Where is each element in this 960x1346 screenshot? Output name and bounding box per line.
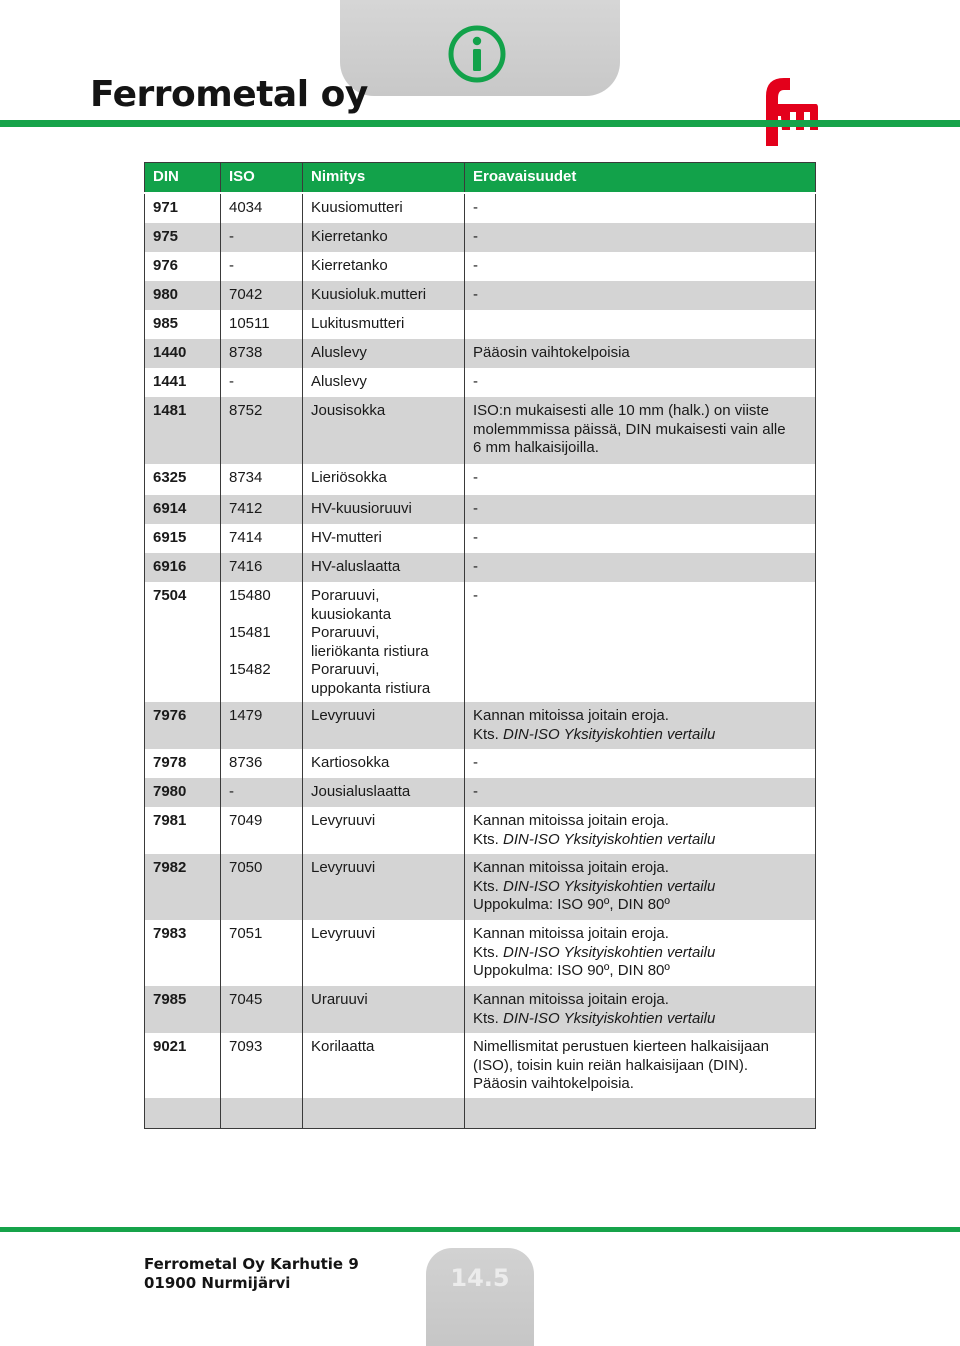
cell-din bbox=[145, 1098, 221, 1129]
cell-iso bbox=[221, 495, 303, 524]
cell-name bbox=[303, 397, 465, 464]
cell-iso-line: 7049 bbox=[229, 812, 263, 829]
cell-differences-line: Kannan mitoissa joitain eroja. bbox=[473, 707, 669, 724]
cell-din: 6914 bbox=[145, 495, 221, 524]
cell-name-line: Levyruuvi bbox=[311, 812, 376, 829]
cell-differences bbox=[465, 553, 816, 582]
reference-link[interactable]: DIN-ISO Yksityiskohtien vertailu bbox=[503, 725, 716, 743]
cell-iso bbox=[221, 702, 303, 749]
cell-name-line: uppokanta ristiura bbox=[311, 679, 431, 697]
cell-differences-line: - bbox=[473, 558, 478, 575]
cell-name-line: Levyruuvi bbox=[311, 925, 376, 942]
table-row bbox=[145, 368, 816, 397]
page-tab bbox=[426, 1248, 534, 1346]
cell-name-line: kuusiokanta bbox=[311, 605, 392, 623]
cell-name-line: Lukitusmutteri bbox=[311, 315, 405, 332]
cell-name-line: Jousisokka bbox=[311, 402, 386, 419]
cell-differences-line: - bbox=[473, 257, 478, 274]
table-row bbox=[145, 749, 816, 778]
cell-name-line: Kierretanko bbox=[311, 257, 388, 274]
cell-din: 971 bbox=[145, 193, 221, 223]
cell-name bbox=[303, 223, 465, 252]
cell-name-line: Aluslevy bbox=[311, 373, 367, 390]
cell-iso-line: 8738 bbox=[229, 344, 263, 361]
cell-differences bbox=[465, 920, 816, 986]
cell-differences-line: Kannan mitoissa joitain eroja. bbox=[473, 925, 669, 942]
reference-prefix: Kts. bbox=[473, 725, 499, 743]
column-header-name: Nimitys bbox=[303, 163, 465, 194]
fm-logo-icon bbox=[756, 74, 818, 146]
cell-iso bbox=[221, 1033, 303, 1098]
cell-din: 7982 bbox=[145, 854, 221, 920]
table-row bbox=[145, 986, 816, 1033]
cell-differences-line: - bbox=[473, 373, 478, 390]
cell-din: 7504 bbox=[145, 582, 221, 702]
address-line-2: 01900 Nurmijärvi bbox=[144, 1274, 291, 1292]
cell-iso bbox=[221, 778, 303, 807]
cell-din: 7976 bbox=[145, 702, 221, 749]
table-row bbox=[145, 464, 816, 495]
cell-din: 6916 bbox=[145, 553, 221, 582]
cell-iso-line: - bbox=[229, 783, 234, 800]
reference-prefix: Kts. bbox=[473, 1009, 499, 1027]
countersink-note: Uppokulma: ISO 90º, DIN 80º bbox=[473, 962, 670, 979]
cell-name-line: HV-kuusioruuvi bbox=[311, 500, 412, 517]
cell-differences-line: Nimellismitat perustuen kierteen halkaisijaan bbox=[473, 1038, 769, 1055]
cell-differences bbox=[465, 807, 816, 854]
reference-line bbox=[473, 878, 807, 897]
column-header-din: DIN bbox=[145, 163, 221, 194]
cell-differences bbox=[465, 464, 816, 495]
cell-iso-line: 8736 bbox=[229, 754, 263, 771]
din-iso-table bbox=[144, 162, 816, 1129]
cell-name bbox=[303, 193, 465, 223]
cell-differences bbox=[465, 702, 816, 749]
cell-name-line: Aluslevy bbox=[311, 344, 367, 361]
table-row bbox=[145, 1098, 816, 1129]
table-row bbox=[145, 252, 816, 281]
cell-differences bbox=[465, 986, 816, 1033]
cell-iso bbox=[221, 397, 303, 464]
cell-din: 975 bbox=[145, 223, 221, 252]
cell-name-line: HV-aluslaatta bbox=[311, 558, 401, 575]
reference-line bbox=[473, 1010, 807, 1029]
table-row bbox=[145, 524, 816, 553]
cell-differences-line: Kannan mitoissa joitain eroja. bbox=[473, 991, 669, 1008]
cell-iso bbox=[221, 986, 303, 1033]
cell-iso-line: 10511 bbox=[229, 315, 270, 332]
cell-differences bbox=[465, 310, 816, 339]
cell-differences-line bbox=[473, 315, 807, 334]
cell-iso bbox=[221, 807, 303, 854]
table-row bbox=[145, 223, 816, 252]
cell-iso-line: 1479 bbox=[229, 707, 263, 724]
cell-name-line: Poraruuvi, bbox=[311, 624, 380, 641]
cell-name bbox=[303, 464, 465, 495]
cell-iso-line: 15480 bbox=[229, 587, 271, 604]
cell-differences bbox=[465, 1033, 816, 1098]
cell-differences-line: - bbox=[473, 754, 478, 771]
table-row bbox=[145, 920, 816, 986]
cell-iso-line: 8734 bbox=[229, 469, 263, 486]
cell-iso bbox=[221, 464, 303, 495]
cell-differences bbox=[465, 368, 816, 397]
table-body bbox=[145, 193, 816, 1128]
countersink-note: Uppokulma: ISO 90º, DIN 80º bbox=[473, 896, 670, 913]
reference-prefix: Kts. bbox=[473, 943, 499, 961]
cell-differences bbox=[465, 582, 816, 702]
cell-name-line: Uraruuvi bbox=[311, 991, 368, 1008]
cell-name bbox=[303, 749, 465, 778]
table-row bbox=[145, 397, 816, 464]
header-divider bbox=[0, 120, 960, 127]
cell-din: 7985 bbox=[145, 986, 221, 1033]
cell-iso bbox=[221, 749, 303, 778]
cell-iso bbox=[221, 553, 303, 582]
cell-iso-line: - bbox=[229, 373, 234, 390]
reference-prefix: Kts. bbox=[473, 877, 499, 895]
table-row bbox=[145, 582, 816, 702]
cell-iso-line: 7051 bbox=[229, 925, 263, 942]
table-row bbox=[145, 778, 816, 807]
cell-name-line: Lieriösokka bbox=[311, 469, 387, 486]
column-header-differences: Eroavaisuudet bbox=[465, 163, 816, 194]
cell-differences-line: (ISO), toisin kuin reiän halkaisijaan (DIN). bbox=[473, 1056, 749, 1074]
cell-iso-line: 7042 bbox=[229, 286, 263, 303]
cell-iso-line: 7093 bbox=[229, 1038, 263, 1055]
cell-name-line: Jousialuslaatta bbox=[311, 783, 411, 800]
cell-differences-line: - bbox=[473, 587, 478, 604]
page-number: 14.5 bbox=[450, 1264, 510, 1292]
table-row bbox=[145, 553, 816, 582]
cell-name bbox=[303, 920, 465, 986]
cell-din: 976 bbox=[145, 252, 221, 281]
cell-differences bbox=[465, 281, 816, 310]
cell-name bbox=[303, 281, 465, 310]
cell-iso-line bbox=[229, 1103, 294, 1122]
cell-name-line: HV-mutteri bbox=[311, 529, 382, 546]
table-row bbox=[145, 1033, 816, 1098]
cell-name bbox=[303, 778, 465, 807]
cell-name-line: Kuusioluk.mutteri bbox=[311, 286, 427, 303]
reference-line bbox=[473, 944, 807, 963]
cell-name bbox=[303, 310, 465, 339]
cell-name bbox=[303, 854, 465, 920]
cell-iso bbox=[221, 223, 303, 252]
cell-iso-line: 7412 bbox=[229, 500, 263, 517]
cell-din: 985 bbox=[145, 310, 221, 339]
table-row bbox=[145, 193, 816, 223]
column-header-iso: ISO bbox=[221, 163, 303, 194]
cell-iso bbox=[221, 1098, 303, 1129]
cell-din: 7978 bbox=[145, 749, 221, 778]
cell-name bbox=[303, 339, 465, 368]
cell-differences-line: - bbox=[473, 529, 478, 546]
cell-name bbox=[303, 524, 465, 553]
cell-differences-line: - bbox=[473, 286, 478, 303]
reference-link[interactable]: DIN-ISO Yksityiskohtien vertailu bbox=[503, 1009, 716, 1027]
cell-din: 9021 bbox=[145, 1033, 221, 1098]
cell-differences bbox=[465, 495, 816, 524]
cell-iso bbox=[221, 281, 303, 310]
cell-differences bbox=[465, 339, 816, 368]
cell-differences bbox=[465, 397, 816, 464]
reference-line bbox=[473, 726, 807, 745]
cell-iso-line: 7416 bbox=[229, 558, 263, 575]
cell-differences bbox=[465, 524, 816, 553]
cell-name bbox=[303, 553, 465, 582]
cell-differences-line: - bbox=[473, 469, 478, 486]
reference-line bbox=[473, 831, 807, 850]
cell-differences-line: Kannan mitoissa joitain eroja. bbox=[473, 859, 669, 876]
cell-name-line: Kartiosokka bbox=[311, 754, 390, 771]
cell-differences bbox=[465, 778, 816, 807]
cell-name bbox=[303, 807, 465, 854]
cell-iso-line: 7414 bbox=[229, 529, 263, 546]
table-header-row bbox=[145, 163, 816, 194]
cell-iso bbox=[221, 524, 303, 553]
cell-iso-line bbox=[229, 643, 294, 662]
cell-name-line: Levyruuvi bbox=[311, 707, 376, 724]
cell-differences-line bbox=[473, 1103, 807, 1122]
cell-differences bbox=[465, 223, 816, 252]
cell-iso bbox=[221, 193, 303, 223]
footer-divider bbox=[0, 1227, 960, 1232]
cell-din: 6325 bbox=[145, 464, 221, 495]
cell-iso-line: - bbox=[229, 228, 234, 245]
cell-name-line: Levyruuvi bbox=[311, 859, 376, 876]
cell-iso-line bbox=[229, 606, 294, 625]
cell-iso-line: 8752 bbox=[229, 402, 263, 419]
cell-iso-line bbox=[229, 680, 294, 699]
cell-iso bbox=[221, 252, 303, 281]
cell-differences-line: - bbox=[473, 783, 478, 800]
cell-name-line: Kuusiomutteri bbox=[311, 199, 403, 216]
cell-name bbox=[303, 1098, 465, 1129]
cell-differences-line: ISO:n mukaisesti alle 10 mm (halk.) on viiste bbox=[473, 402, 769, 419]
cell-differences bbox=[465, 193, 816, 223]
cell-name bbox=[303, 252, 465, 281]
cell-iso-line: 4034 bbox=[229, 199, 263, 216]
reference-link[interactable]: DIN-ISO Yksityiskohtien vertailu bbox=[503, 877, 716, 895]
cell-iso-line: 7045 bbox=[229, 991, 263, 1008]
cell-differences bbox=[465, 1098, 816, 1129]
cell-iso-line: 7050 bbox=[229, 859, 263, 876]
address-line-1: Ferrometal Oy Karhutie 9 bbox=[144, 1255, 359, 1273]
cell-name bbox=[303, 368, 465, 397]
cell-differences-line: - bbox=[473, 199, 478, 216]
cell-name bbox=[303, 495, 465, 524]
cell-name-line: Poraruuvi, bbox=[311, 587, 380, 604]
cell-differences-line: molemmmissa päissä, DIN mukaisesti vain alle bbox=[473, 420, 786, 438]
brand-name: Ferrometal oy bbox=[90, 74, 368, 115]
table-row bbox=[145, 702, 816, 749]
cell-din: 1440 bbox=[145, 339, 221, 368]
cell-name bbox=[303, 1033, 465, 1098]
cell-iso bbox=[221, 920, 303, 986]
cell-differences-line: Pääosin vaihtokelpoisia. bbox=[473, 1075, 634, 1092]
cell-name-line: Korilaatta bbox=[311, 1038, 375, 1055]
cell-differences bbox=[465, 749, 816, 778]
cell-differences bbox=[465, 252, 816, 281]
cell-differences bbox=[465, 854, 816, 920]
cell-iso bbox=[221, 854, 303, 920]
reference-prefix: Kts. bbox=[473, 830, 499, 848]
cell-iso bbox=[221, 582, 303, 702]
cell-din: 980 bbox=[145, 281, 221, 310]
cell-din: 7981 bbox=[145, 807, 221, 854]
cell-iso-line: 15482 bbox=[229, 661, 271, 678]
cell-name-line bbox=[311, 1103, 456, 1122]
cell-differences-line: 6 mm halkaisijoilla. bbox=[473, 439, 599, 456]
cell-iso-line: - bbox=[229, 257, 234, 274]
table-row bbox=[145, 281, 816, 310]
cell-iso bbox=[221, 310, 303, 339]
cell-name-line: Poraruuvi, bbox=[311, 661, 380, 678]
cell-name-line: lieriökanta ristiura bbox=[311, 642, 429, 660]
cell-name bbox=[303, 582, 465, 702]
cell-differences-line: - bbox=[473, 228, 478, 245]
cell-name-line: Kierretanko bbox=[311, 228, 388, 245]
cell-din: 7983 bbox=[145, 920, 221, 986]
cell-differences-line: Kannan mitoissa joitain eroja. bbox=[473, 812, 669, 829]
table-row bbox=[145, 495, 816, 524]
table-row bbox=[145, 807, 816, 854]
cell-differences-line: - bbox=[473, 500, 478, 517]
cell-name bbox=[303, 986, 465, 1033]
cell-din: 6915 bbox=[145, 524, 221, 553]
cell-din: 1441 bbox=[145, 368, 221, 397]
cell-differences-line: Pääosin vaihtokelpoisia bbox=[473, 344, 630, 361]
cell-din: 1481 bbox=[145, 397, 221, 464]
table-row bbox=[145, 339, 816, 368]
table-row bbox=[145, 310, 816, 339]
reference-link[interactable]: DIN-ISO Yksityiskohtien vertailu bbox=[503, 943, 716, 961]
table-row bbox=[145, 854, 816, 920]
reference-link[interactable]: DIN-ISO Yksityiskohtien vertailu bbox=[503, 830, 716, 848]
cell-iso bbox=[221, 368, 303, 397]
cell-name bbox=[303, 702, 465, 749]
footer-address bbox=[144, 1255, 359, 1293]
info-icon bbox=[448, 25, 506, 83]
cell-din: 7980 bbox=[145, 778, 221, 807]
cell-iso-line: 15481 bbox=[229, 624, 271, 641]
cell-iso bbox=[221, 339, 303, 368]
